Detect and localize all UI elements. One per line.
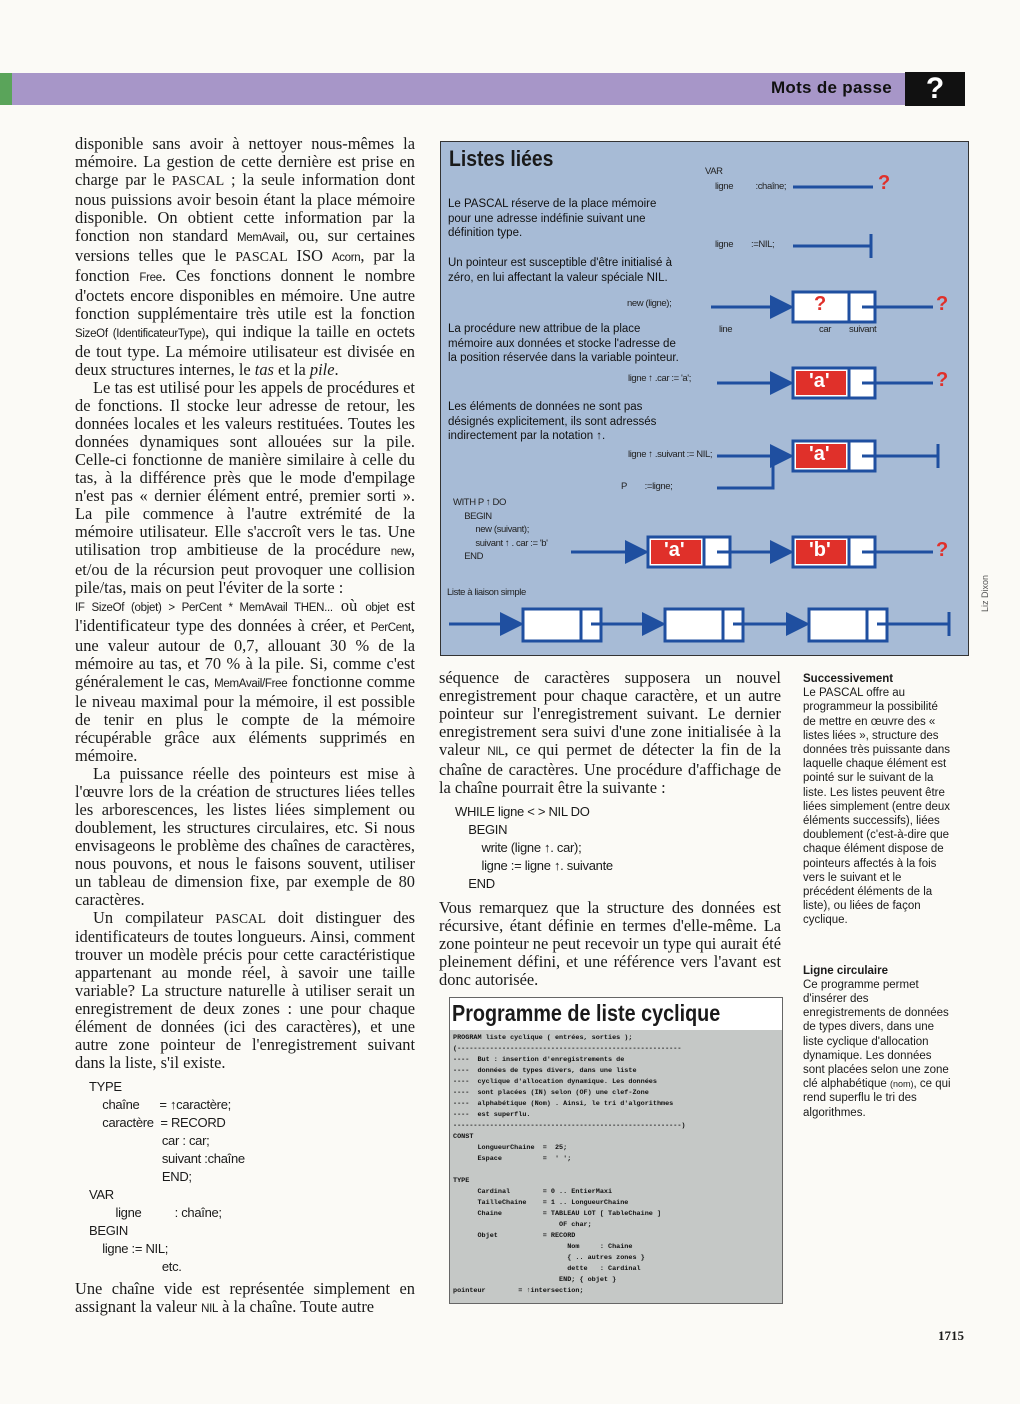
- figure-title-bar: [450, 998, 782, 1030]
- sidebar-text: Le PASCAL offre au programmeur la possibilité de mettre en œuvre des « listes liées », structure des données très puissante dans laquelle chaque élément est pointé sur le suivant de la liste. Les listes peuvent être liées simplement (entre deux éléments successifs), liées doublement (c'est-à-dire que chaque élément dispose de pointeurs affectés à la fois vers le suivant et le précédent éléments de la liste), ou liées de façon cyclique.: [803, 687, 951, 927]
- display-procedure-code: WHILE ligne < > NIL DO BEGIN write (ligne ↑. car); ligne := ligne ↑. suivante END: [455, 804, 613, 891]
- paragraph: disponible sans avoir à nettoyer nous-mêmes la mémoire. La gestion de cette dernière est prise en charge par le PASCAL ; la seule information dont nous puissions avoir besoin étant la place mémoire disponible. On obtient cette information par la fonction non standard MemAvail, ou, sur certaines versions telles que le PASCAL ISO Acorn, par la fonction Free. Ces fonctions donnent le nombre d'octets encore disponibles en mémoire. Une autre fonction supplémentaire très utile est la fonction SizeOf (IdentificateurType), qui indique la taille en octets de tout type. La mémoire utilisateur est divisée en deux structures internes, le tas et la pile.: [75, 134, 416, 379]
- value-label: 'a': [809, 443, 830, 465]
- paragraph: La puissance réelle des pointeurs est mise à l'œuvre lors de la création de structures liées telles les arborescences, les listes liées simplement ou doublement, les structures circulaires, etc. Si nous envisageons le problème des chaînes de caractères, nous pouvons, et nous le faisons souvent, utiliser un tableau de dimension fixe, par exemple de 80 caractères.: [75, 764, 415, 909]
- pointer-line: [717, 456, 773, 488]
- figure-caption: Un pointeur est susceptible d'être initialisé à zéro, en lui affectant la valeur spéciale NIL.: [448, 257, 673, 284]
- code-label: new (ligne);: [627, 298, 672, 309]
- value-label: 'a': [809, 370, 830, 392]
- sidebar: [803, 672, 953, 1120]
- question-mark-icon: ?: [905, 72, 965, 106]
- code-label: line: [719, 324, 733, 335]
- header-color-edge: [0, 73, 12, 105]
- record-data-cell: [665, 609, 723, 641]
- code-label: P :=ligne;: [621, 481, 673, 492]
- illustration-credit: Liz Dixon: [980, 574, 990, 612]
- paragraph: Le tas est utilisé pour les appels de procédures et de fonctions. Il stocke leur adresse de retour, les données locales et les valeurs restituées. Toutes les données dynamiques sont allouées sur la pile. Celle-ci fonctionne de manière similaire à celle du tas, à la différence près que le mode d'empilage n'est pas « dernier élément entré, premier sorti ». La pile commence à l'autre extrémité de la mémoire utilisateur. Elle s'accroît vers le tas. Une utilisation trop ambitieuse de la procédure new, et/ou de la récursion peut provoquer une collision pile/tas, mais on peut l'éviter de la sorte :: [75, 378, 415, 597]
- undefined-marker: ?: [814, 293, 827, 315]
- figure-title: Programme de liste cyclique: [452, 1000, 721, 1026]
- sidebar-text: Ce programme permet d'insérer des enregistrements de données de types divers, dans une liste cyclique d'allocation dynamique. Les données sont placées selon une zone clé alphabétique (nom), ce qui rend superflu le tri des algorithmes.: [803, 978, 951, 1119]
- figure-title: Listes liées: [449, 146, 554, 171]
- code-label: Liste à liaison simple: [447, 587, 526, 598]
- page-number: 1715: [938, 1328, 964, 1343]
- middle-column: [439, 669, 781, 989]
- paragraph: Vous remarquez que la structure des données est récursive, étant définie en termes d'elle-même. La zone pointeur ne peut recevoir un type qui aurait été pleinement défini, et une référence vers l'avant est donc autorisée.: [439, 898, 781, 989]
- paragraph: IF SizeOf (objet) > PerCent * MemAvail THEN... où objet est l'identificateur type des données à créer, et PerCent, une valeur autour de 0,7, allouant 30 % de la mémoire au tas, et 70 % à la pile. Si, comme c'est généralement le cas, MemAvail/Free fonctionne comme le niveau maximal pour la mémoire, il est possible de tenir en plus le compte de la mémoire récupérable grâce aux éléments supprimés en mémoire.: [75, 596, 415, 765]
- code-label: ligne :=NIL;: [715, 239, 775, 250]
- left-column: [75, 135, 415, 1318]
- code-label: car: [819, 324, 831, 335]
- linked-lists-figure: [440, 141, 969, 656]
- record-data-cell: [809, 609, 867, 641]
- code-label: VAR: [705, 166, 723, 177]
- code-label: ligne ↑ .car := 'a';: [628, 373, 691, 384]
- undefined-marker: ?: [936, 539, 949, 561]
- type-declaration-code: TYPE chaîne = ↑caractère; caractère = RECORD car : car; suivant :chaîne END; VAR ligne : chaîne; BEGIN ligne := NIL; etc.: [89, 1079, 245, 1274]
- code-label: ligne :chaîne;: [715, 181, 787, 192]
- undefined-marker: ?: [878, 172, 891, 194]
- code-label: suivant: [849, 324, 877, 335]
- section-title: Mots de passe: [770, 78, 892, 97]
- paragraph: Une chaîne vide est représentée simplement en assignant la valeur NIL à la chaîne. Toute autre: [75, 1279, 415, 1316]
- record-data-cell: [523, 609, 581, 641]
- figure-caption: Le PASCAL réserve de la place mémoire pour une adresse indéfinie suivant une définition type.: [448, 198, 657, 239]
- cyclic-list-program-figure: [449, 997, 783, 1304]
- paragraph: Un compilateur PASCAL doit distinguer des identificateurs de toutes longueurs. Ainsi, comment trouver un modèle précis pour cette caractéristique appartenant au monde réel, à savoir une taille variable? La structure naturelle à utiliser serait un enregistrement de deux zones : une pour chaque élément de données (ici des caractères), et une autre zone pointeur de l'enregistrement suivant dans la liste, s'il existe.: [75, 908, 415, 1072]
- code-block: WITH P ↑ DO BEGIN new (suivant); suivant ↑ . car := 'b' END: [453, 497, 548, 562]
- header-band: [0, 73, 905, 105]
- undefined-marker: ?: [936, 293, 949, 315]
- paragraph: séquence de caractères supposera un nouvel enregistrement pour chaque caractère, et un autre pointeur sur l'enregistrement suivant. Le dernier enregistrement sera suivi d'une zone initialisée à la valeur NIL, ce qui permet de détecter la fin de la chaîne de caractères. Une procédure d'affichage de la chaîne pourrait être la suivante :: [439, 668, 781, 797]
- sidebar-heading: Successivement: [803, 673, 894, 685]
- sidebar-heading: Ligne circulaire: [803, 964, 889, 977]
- undefined-marker: ?: [936, 369, 949, 391]
- value-label: 'a': [664, 539, 685, 561]
- program-listing: PROGRAM liste cyclique ( entrées, sorties ); (------------------------------------------------------- ---- But : insertion d'enregistrements de ---- données de types divers, dans une liste ---- cyclique d'allocation dynamique. Les données ---- sont placées (IN) selon (OF) une clef-Zone ---- alphabétique (Nom) . Ainsi, le tri d'algorithmes ---- est superflu. --------------------------------------------------------) CONST LongueurChaine = 25; Espace = ' '; TYPE Cardinal = 0 .. EntierMaxi TailleChaine = 1 .. LongueurChaine Chaine = TABLEAU LOT [ TableChaine ] OF char; Objet = RECORD Nom : Chaine { .. autres zones } dette : Cardinal END; { objet } pointeur = ↑intersection;: [453, 1034, 686, 1295]
- figure-caption: Les éléments de données ne sont pas désignés explicitement, ils sont adressés indirectement par la notation ↑.: [448, 401, 657, 442]
- code-label: ligne ↑ .suivant := NIL;: [628, 449, 713, 460]
- value-label: 'b': [809, 539, 831, 561]
- linked-list-diagram: [441, 142, 968, 655]
- figure-caption: La procédure new attribue de la place mémoire aux données et stocke l'adresse de la position réservée dans la variable pointeur.: [448, 323, 679, 364]
